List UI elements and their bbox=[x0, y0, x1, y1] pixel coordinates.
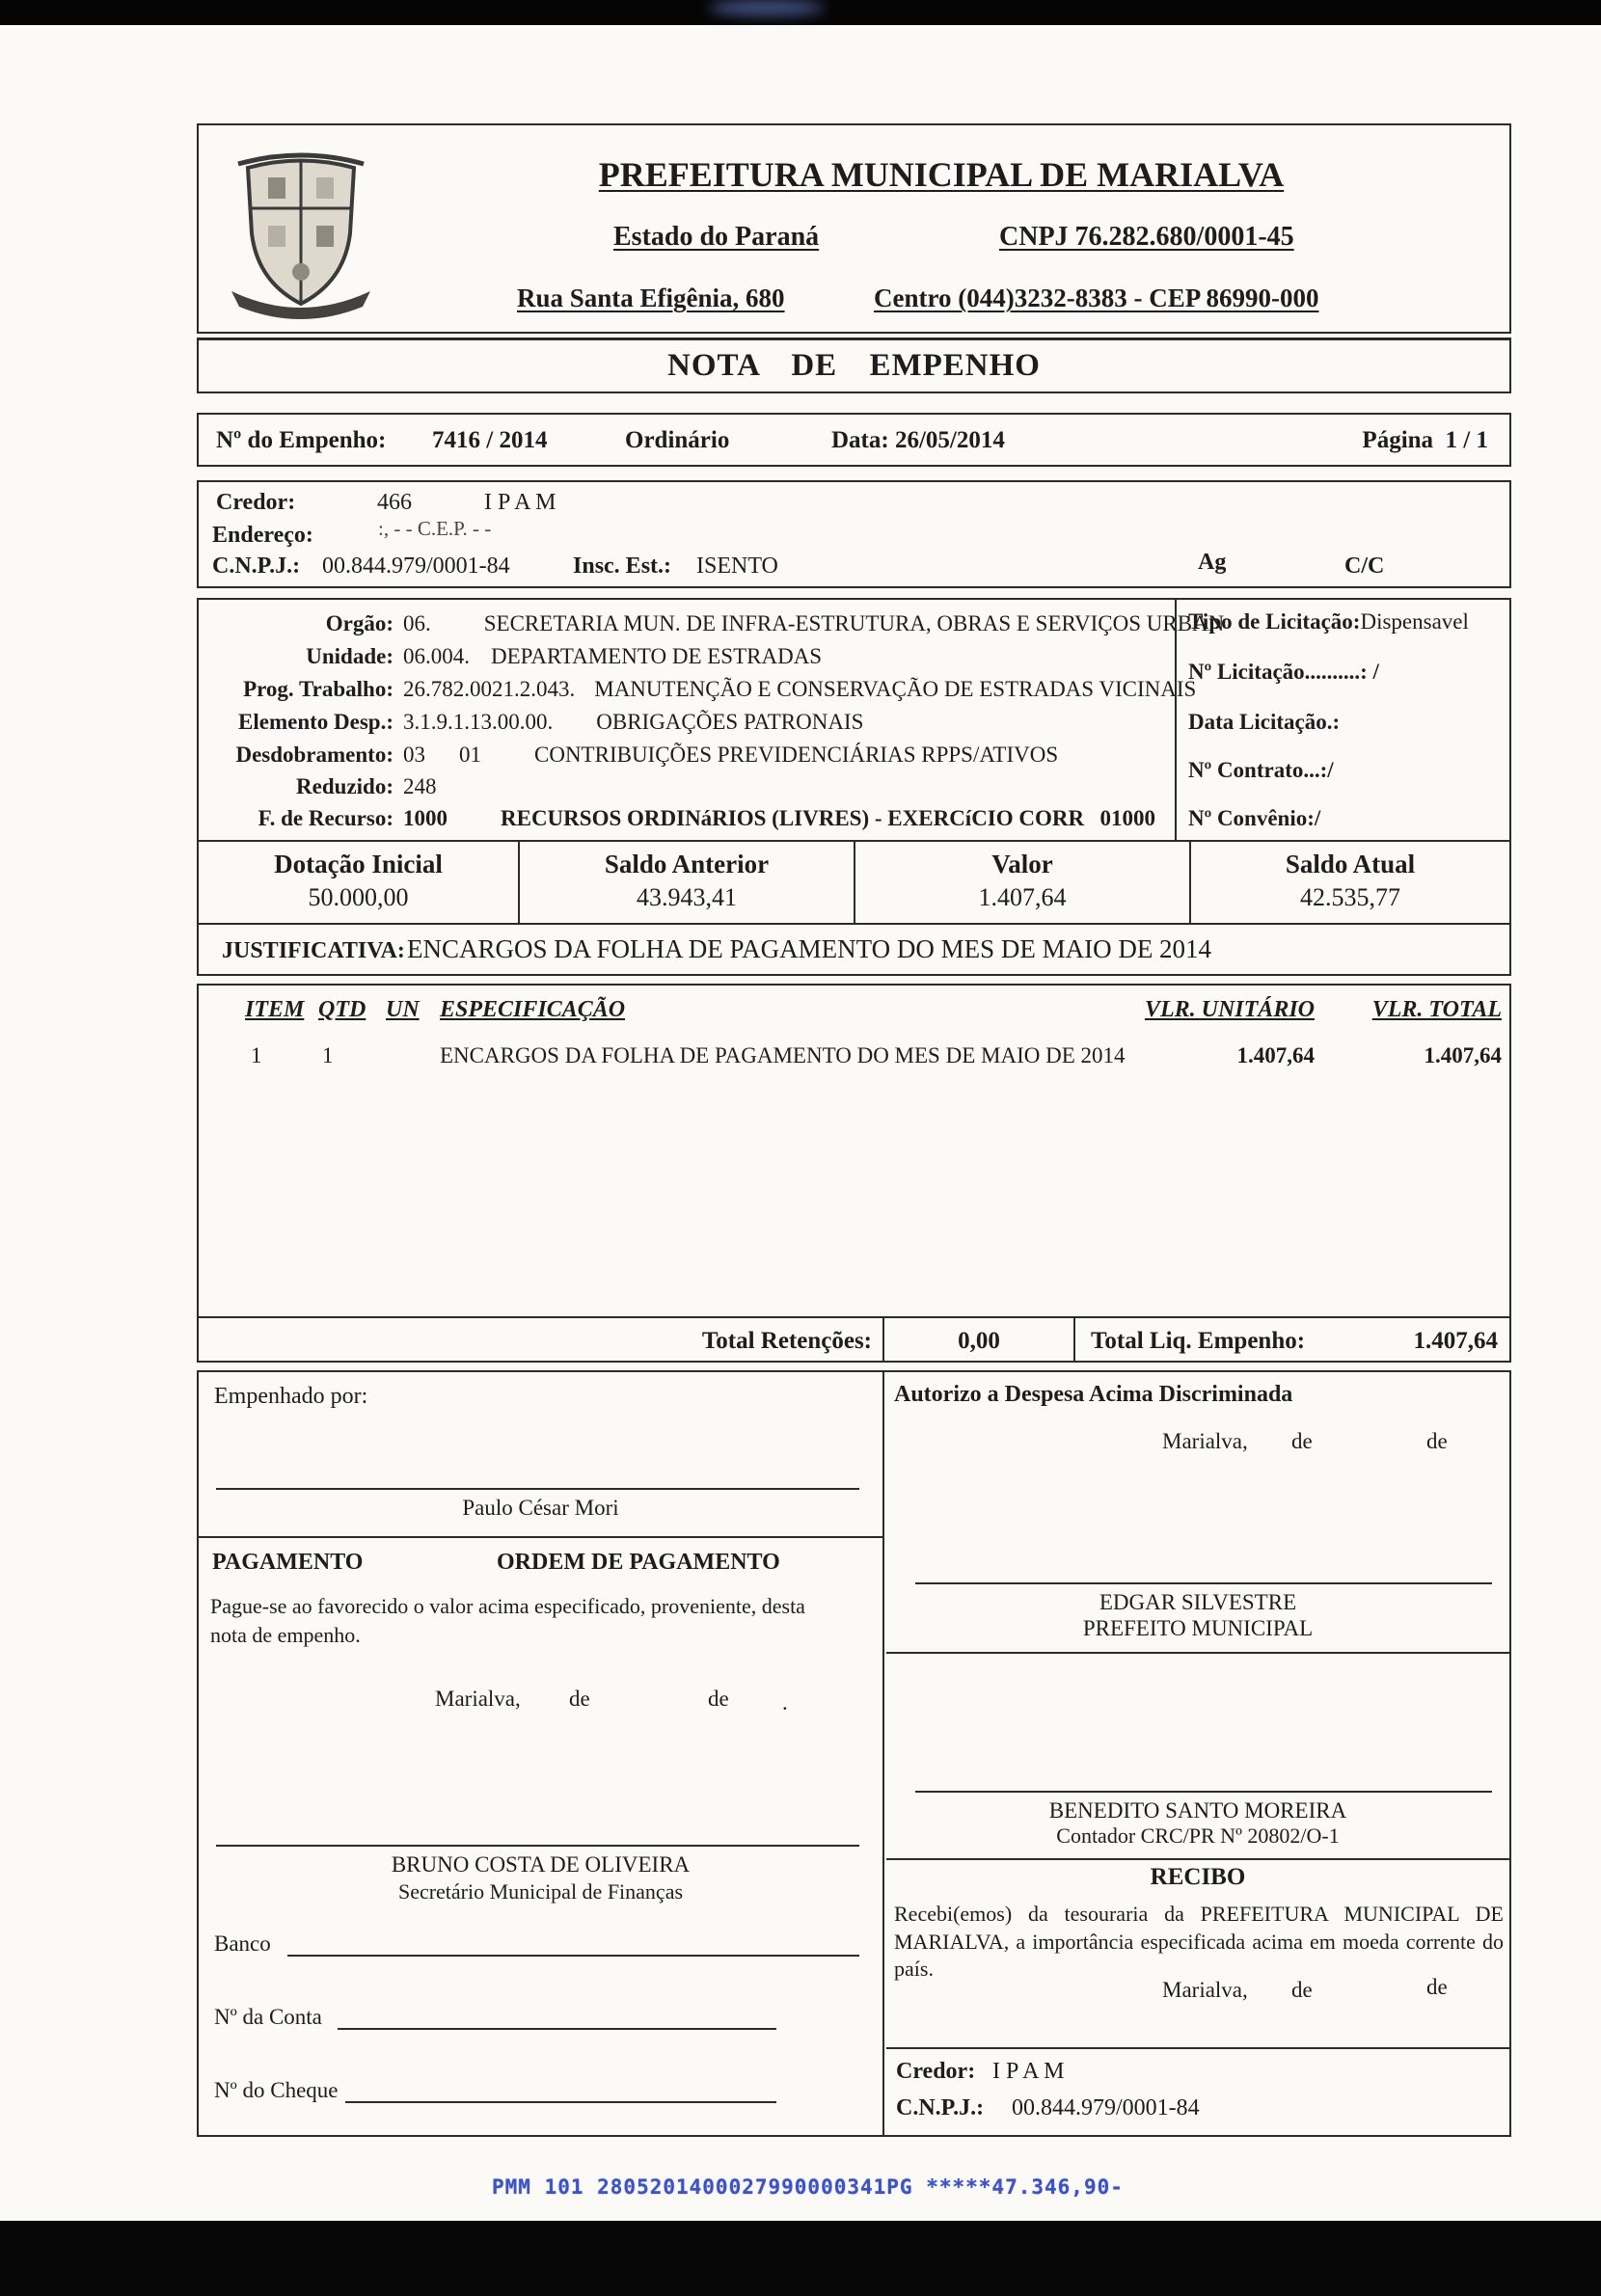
recurso-desc: RECURSOS ORDINáRIOS (LIVRES) - EXERCíCIO CORR bbox=[501, 806, 1085, 830]
pagamento-label: PAGAMENTO bbox=[212, 1550, 364, 1575]
saldo-atual-label: Saldo Atual bbox=[1285, 850, 1416, 878]
payment-column bbox=[199, 1372, 884, 2135]
recurso-row bbox=[210, 806, 1165, 831]
prog-trabalho-label: Prog. Trabalho: bbox=[243, 677, 393, 701]
creditor-cnpj-label: C.N.P.J.: bbox=[212, 554, 301, 579]
recibo-credor-label: Credor: bbox=[896, 2059, 976, 2084]
col-especificacao-header: ESPECIFICAÇÃO bbox=[440, 997, 626, 1022]
contador-signature-line bbox=[915, 1791, 1492, 1793]
contador-role: Contador CRC/PR Nº 20802/O-1 bbox=[1056, 1823, 1340, 1848]
total-retentions-value: 0,00 bbox=[958, 1328, 1000, 1354]
justification-row bbox=[197, 923, 1511, 976]
prog-trabalho-code: 26.782.0021.2.043. bbox=[403, 677, 576, 701]
coat-of-arms-logo bbox=[218, 147, 384, 322]
total-liquid-value: 1.407,64 bbox=[1413, 1328, 1498, 1354]
totals-row bbox=[197, 1316, 1511, 1363]
item-total-price: 1.407,64 bbox=[1424, 1043, 1502, 1067]
elemento-row bbox=[210, 710, 1165, 735]
unidade-label: Unidade: bbox=[306, 644, 393, 668]
licitacao-column bbox=[1175, 600, 1509, 840]
banco-label: Banco bbox=[214, 1931, 271, 1956]
empenho-number: 7416 / 2014 bbox=[432, 427, 548, 453]
contrato-numero: Nº Contrato...:/ bbox=[1188, 758, 1334, 782]
address-label: Endereço: bbox=[212, 523, 313, 548]
total-retentions-label: Total Retenções: bbox=[701, 1328, 872, 1354]
state-reg-value: ISENTO bbox=[696, 554, 778, 579]
elemento-desc: OBRIGAÇÕES PATRONAIS bbox=[596, 710, 864, 734]
desdobramento-desc: CONTRIBUIÇÕES PREVIDENCIÁRIAS RPPS/ATIVOS bbox=[534, 743, 1059, 767]
authorization-column bbox=[886, 1372, 1509, 2135]
orgao-desc: SECRETARIA MUN. DE INFRA-ESTRUTURA, OBRAS E SERVIÇOS URBAN bbox=[483, 611, 1225, 635]
unidade-row bbox=[210, 644, 1165, 669]
saldo-anterior-label: Saldo Anterior bbox=[604, 850, 770, 878]
page-label: Página bbox=[1362, 427, 1434, 453]
pagamento-city: Marialva, bbox=[435, 1687, 521, 1711]
recibo-de-2: de bbox=[1426, 1975, 1448, 1999]
banco-line bbox=[287, 1955, 859, 1957]
recurso-extra-code: 01000 bbox=[1099, 806, 1155, 830]
valor-label: Valor bbox=[991, 850, 1053, 878]
saldo-atual-value: 42.535,77 bbox=[1300, 883, 1400, 911]
doc-title: NOTA DE EMPENHO bbox=[667, 348, 1041, 383]
pague-se-text: Pague-se ao favorecido o valor acima especificado, proveniente, desta nota de empenho. bbox=[210, 1594, 805, 1647]
state-reg-label: Insc. Est.: bbox=[573, 554, 672, 579]
cheque-label: Nº do Cheque bbox=[214, 2078, 339, 2102]
page-indicator bbox=[1362, 427, 1488, 454]
saldo-anterior-cell bbox=[520, 842, 855, 923]
empenho-number-label: Nº do Empenho: bbox=[216, 427, 387, 453]
header-state: Estado do Paraná bbox=[613, 222, 820, 252]
agency-label: Ag bbox=[1198, 550, 1227, 575]
totals-divider-2 bbox=[1073, 1318, 1075, 1361]
empenhado-signature-line bbox=[216, 1488, 859, 1490]
empenhado-por-label: Empenhado por: bbox=[214, 1384, 368, 1409]
recibo-de-1: de bbox=[1291, 1978, 1313, 2002]
scan-smudge bbox=[709, 0, 825, 15]
doc-title-bar bbox=[197, 338, 1511, 393]
ordem-pagamento-label: ORDEM DE PAGAMENTO bbox=[497, 1550, 780, 1575]
org-name: PREFEITURA MUNICIPAL DE MARIALVA bbox=[598, 155, 1285, 194]
contador-name: BENEDITO SANTO MOREIRA bbox=[1048, 1798, 1347, 1823]
unidade-code: 06.004. bbox=[403, 644, 470, 668]
orgao-row bbox=[210, 611, 1225, 636]
coat-of-arms-graphic bbox=[218, 147, 384, 322]
item-qty: 1 bbox=[322, 1043, 334, 1067]
unidade-desc: DEPARTAMENTO DE ESTRADAS bbox=[491, 644, 823, 668]
licitacao-tipo-value: Dispensavel bbox=[1360, 609, 1469, 634]
licitacao-tipo-label: Tipo de Licitação: bbox=[1188, 609, 1361, 634]
prog-trabalho-row bbox=[210, 677, 1197, 702]
empenhado-signer-name: Paulo César Mori bbox=[462, 1496, 619, 1520]
autorizo-city: Marialva, bbox=[1162, 1429, 1248, 1453]
secretario-name: BRUNO COSTA DE OLIVEIRA bbox=[391, 1852, 691, 1877]
empenho-date bbox=[831, 427, 1005, 454]
conta-line bbox=[338, 2028, 776, 2030]
recibo-credor-name: I P A M bbox=[992, 2059, 1065, 2084]
saldo-anterior-value: 43.943,41 bbox=[637, 883, 737, 911]
total-liquid-label: Total Liq. Empenho: bbox=[1091, 1328, 1306, 1354]
item-number: 1 bbox=[251, 1043, 262, 1067]
autorizo-de-2: de bbox=[1426, 1429, 1448, 1453]
licitacao-numero: Nº Licitação..........: / bbox=[1188, 660, 1379, 684]
reduzido-label: Reduzido: bbox=[296, 774, 393, 798]
secretario-signature-line bbox=[216, 1845, 859, 1847]
col-vlr-unitario-header: VLR. UNITÁRIO bbox=[1144, 997, 1315, 1022]
item-description: ENCARGOS DA FOLHA DE PAGAMENTO DO MES DE MAIO DE 2014 bbox=[440, 1043, 1126, 1067]
creditor-code: 466 bbox=[377, 490, 412, 515]
recurso-code: 1000 bbox=[403, 806, 448, 830]
recurso-label: F. de Recurso: bbox=[258, 806, 393, 830]
account-label: C/C bbox=[1344, 554, 1385, 579]
cheque-line bbox=[345, 2101, 776, 2103]
dotacao-inicial-value: 50.000,00 bbox=[308, 883, 409, 911]
page-value: 1 / 1 bbox=[1445, 427, 1488, 453]
recibo-divider bbox=[886, 2047, 1509, 2049]
prefeito-name: EDGAR SILVESTRE bbox=[1099, 1590, 1297, 1614]
header-cnpj: CNPJ 76.282.680/0001-45 bbox=[999, 222, 1294, 252]
empenho-date-value: 26/05/2014 bbox=[894, 427, 1005, 453]
col-un-header: UN bbox=[386, 997, 420, 1022]
reduzido-code: 248 bbox=[403, 774, 437, 798]
creditor-cnpj-value: 00.844.979/0001-84 bbox=[322, 554, 510, 579]
payment-divider bbox=[199, 1536, 882, 1538]
desdobramento-code2: 01 bbox=[459, 743, 481, 767]
recibo-cnpj-label: C.N.P.J.: bbox=[896, 2095, 985, 2120]
col-qtd-header: QTD bbox=[318, 997, 366, 1022]
col-vlr-total-header: VLR. TOTAL bbox=[1371, 997, 1502, 1022]
pagamento-de-1: de bbox=[569, 1687, 590, 1711]
prefeito-role: PREFEITO MUNICIPAL bbox=[1082, 1616, 1314, 1640]
scan-edge-bottom bbox=[0, 2221, 1601, 2296]
valor-value: 1.407,64 bbox=[978, 883, 1067, 911]
orgao-label: Orgão: bbox=[325, 611, 393, 635]
valor-cell bbox=[855, 842, 1191, 923]
prefeito-signature-line bbox=[915, 1582, 1492, 1584]
empenho-date-label: Data: bbox=[831, 427, 889, 453]
recibo-cnpj-value: 00.844.979/0001-84 bbox=[1012, 2095, 1200, 2120]
authorization-divider-2 bbox=[886, 1858, 1509, 1860]
orgao-code: 06. bbox=[403, 611, 431, 635]
creditor-label: Credor: bbox=[216, 490, 296, 515]
pagamento-de-2: de bbox=[708, 1687, 729, 1711]
prog-trabalho-desc: MANUTENÇÃO E CONSERVAÇÃO DE ESTRADAS VICINAIS bbox=[594, 677, 1197, 701]
conta-label: Nº da Conta bbox=[214, 2005, 322, 2029]
recibo-city: Marialva, bbox=[1162, 1978, 1248, 2002]
address-value: :, - - C.E.P. - - bbox=[378, 517, 492, 540]
desdobramento-code: 03 bbox=[403, 743, 425, 767]
signatures-section bbox=[197, 1370, 1511, 2137]
licitacao-tipo bbox=[1188, 609, 1469, 635]
justification-label: JUSTIFICATIVA: bbox=[222, 938, 405, 963]
dotacao-inicial-label: Dotação Inicial bbox=[274, 850, 443, 878]
items-table bbox=[197, 984, 1511, 1318]
elemento-label: Elemento Desp.: bbox=[238, 710, 393, 734]
empenho-type: Ordinário bbox=[625, 427, 730, 453]
secretario-role: Secretário Municipal de Finanças bbox=[397, 1879, 684, 1904]
header-address: Rua Santa Efigênia, 680 bbox=[517, 284, 785, 312]
authorization-divider-1 bbox=[886, 1652, 1509, 1654]
saldo-atual-cell bbox=[1191, 842, 1509, 923]
dot-matrix-print: PMM 101 2805201400027990000341PG *****47.346,90- bbox=[492, 2175, 1124, 2199]
col-item-header: ITEM bbox=[245, 997, 305, 1022]
autorizo-de-1: de bbox=[1291, 1429, 1313, 1453]
elemento-code: 3.1.9.1.13.00.00. bbox=[403, 710, 554, 734]
empenho-row bbox=[197, 413, 1511, 467]
header-center-info: Centro (044)3232-8383 - CEP 86990-000 bbox=[874, 284, 1319, 312]
autorizo-title: Autorizo a Despesa Acima Discriminada bbox=[894, 1382, 1293, 1407]
reduzido-row bbox=[210, 774, 1165, 799]
desdobramento-row bbox=[210, 743, 1165, 768]
pagamento-period: . bbox=[782, 1690, 788, 1715]
licitacao-data: Data Licitação.: bbox=[1188, 710, 1341, 734]
creditor-section bbox=[197, 480, 1511, 588]
item-unit-price: 1.407,64 bbox=[1236, 1043, 1315, 1067]
justification-text: ENCARGOS DA FOLHA DE PAGAMENTO DO MES DE MAIO DE 2014 bbox=[407, 934, 1212, 963]
convenio-numero: Nº Convênio:/ bbox=[1188, 806, 1321, 830]
budget-classification-section bbox=[197, 598, 1511, 842]
creditor-name: I P A M bbox=[484, 490, 556, 515]
recibo-text: Recebi(emos) da tesouraria da PREFEITURA MUNICIPAL DE MARIALVA, a importância especificada acima em moeda corrente do país. bbox=[894, 1902, 1504, 1982]
dotacao-inicial-cell bbox=[199, 842, 520, 923]
recibo-title: RECIBO bbox=[1150, 1864, 1246, 1890]
amounts-table bbox=[197, 840, 1511, 925]
document-header bbox=[197, 123, 1511, 334]
desdobramento-label: Desdobramento: bbox=[235, 743, 393, 767]
